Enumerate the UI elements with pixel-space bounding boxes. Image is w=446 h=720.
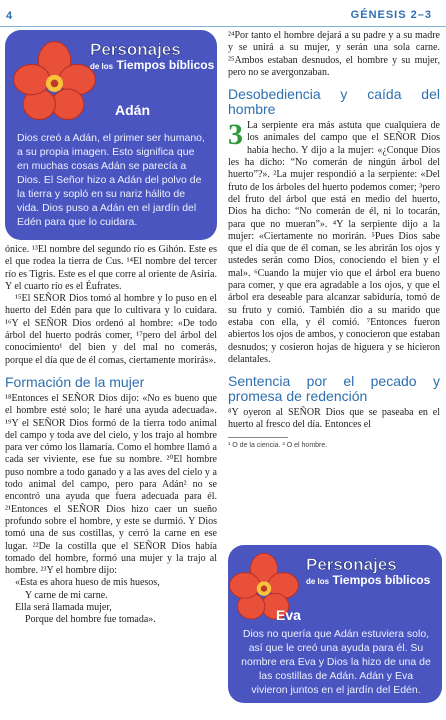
- logo-subtitle: Tiempos bíblicos: [332, 573, 431, 587]
- character-description: Dios no quería que Adán estuviera solo, así que le creó una ayuda para él. Su nombre era Eva y Dios la hizo de una de las costillas de Adán. Adán y Eva vivieron juntos en el jardín del Edén.: [241, 628, 431, 696]
- logo-title: Personajes: [90, 40, 181, 59]
- logo-subtitle: Tiempos bíblicos: [116, 58, 215, 72]
- series-logo: [90, 40, 214, 72]
- character-panel-adan: [5, 30, 217, 240]
- section-heading: Sentencia por el pecado y promesa de redención: [228, 373, 440, 405]
- left-column: [5, 244, 217, 627]
- running-head: GÉNESIS 2–3: [350, 9, 432, 21]
- paragraph: ónice. ¹³El nombre del segundo río es Gihón. Este es el que rodea la tierra de Cus. ¹⁴El nombre del tercer río es Tigris. Este es el que corre al oriente de Asiria. Y el cuarto río es el Éufrates.: [5, 244, 217, 292]
- poem: [5, 577, 217, 626]
- paragraph: [228, 120, 440, 366]
- paragraph: ²⁴Por tanto el hombre dejará a su padre y a su madre y se unirá a su mujer, y serán una sola carne. ²⁵Ambos estaban desnudos, el hombre y su mujer, pero no se avergonzaban.: [228, 30, 440, 78]
- paragraph: ¹⁵El SEÑOR Dios tomó al hombre y lo puso en el huerto del Edén para que lo cultivara y lo cuidara. ¹⁶Y el SEÑOR Dios ordenó al hombre: «De todo árbol del huerto podrás comer, ¹⁷pero del árbol del conocimiento¹ del bien y del mal no comerás, porque el día que de él comas, ciertamente morirás».: [5, 293, 217, 366]
- poem-line: «Esta es ahora hueso de mis huesos,: [15, 577, 160, 589]
- series-logo: [306, 555, 430, 587]
- logo-prefix: de los: [306, 577, 330, 586]
- character-name: Adán: [115, 102, 150, 118]
- logo-title: Personajes: [306, 555, 397, 574]
- character-description: Dios creó a Adán, el primer ser humano, a su propia imagen. Esto significa que en muchas cosas Adán se parecía a Dios. El Señor hizo a Adán del polvo de la tierra y sopló en su nariz hálito de vida. Dios puso a Adán en el jardín del Edén para que lo cuidara.: [17, 132, 205, 228]
- poem-line: Ella será llamada mujer,: [15, 602, 112, 614]
- paragraph: ⁸Y oyeron al SEÑOR Dios que se paseaba en el huerto al fresco del día. Entonces el: [228, 407, 440, 431]
- character-name: Eva: [276, 607, 301, 623]
- poem-line: Y carne de mi carne.: [25, 589, 108, 601]
- header-rule: [0, 26, 446, 27]
- paragraph-text: La serpiente era más astuta que cualquiera de los animales del campo que el SEÑOR Dios había hecho. Y dijo a la mujer: «¿Conque Dios les ha dicho: “No comerán de ningún árbol del huerto”?». ²La mujer respondió a la serpiente: «Del fruto de los árboles del huerto podemos comer; ³pero del fruto del árbol que está en medio del huerto, Dios ha dicho: “No comerán de él, ni lo tocarán, para que no mueran”». ⁴Y la serpiente dijo a la mujer: «Ciertamente no morirán. ⁵Pues Dios sabe que el día que de él coman, se les abrirán los ojos y ustedes serán como Dios, conociendo el bien y el mal». ⁶Cuando la mujer vio que el árbol era bueno para comer, y que era agradable a los ojos, y que el árbol era deseable para alcanzar sabiduría, tomó de su fruto y comió. También dio a su marido que estaba con ella, y él comió. ⁷Entonces fueron abiertos los ojos de ambos, y conocieron que estaban desnudos; y cosieron hojas de higuera y se hicieron delantales.: [228, 120, 440, 365]
- chapter-number: 3: [228, 118, 243, 152]
- page-number: 4: [6, 10, 13, 22]
- hibiscus-flower-icon: [7, 34, 102, 129]
- logo-prefix: de los: [90, 62, 114, 71]
- poem-line: Porque del hombre fue tomada».: [25, 614, 156, 626]
- footnote-rule: [228, 437, 288, 438]
- footnotes: ¹ O de la ciencia. ² O el hombre.: [228, 441, 328, 449]
- paragraph: ¹⁸Entonces el SEÑOR Dios dijo: «No es bueno que el hombre esté solo; le haré una ayuda adecuada». ¹⁹Y el SEÑOR Dios formó de la tierra todo animal del campo y toda ave del cielo, y los trajo al hombre para ver cómo los llamaría. Como el hombre llamó a cada ser viviente, ese fue su nombre. ²⁰El hombre puso nombre a todo ganado y a las aves del cielo y a todo animal del campo, pero para Adán² no se encontró una ayuda que fuera adecuada para él. ²¹Entonces el SEÑOR Dios hizo caer un sueño profundo sobre el hombre, y este se durmió. Y Dios tomó una de sus costillas, y cerró la carne en ese lugar. ²²De la costilla que el SEÑOR Dios había tomado del hombre, formó una mujer y la trajo al hombre. ²³Y el hombre dijo:: [5, 392, 217, 577]
- right-column: [228, 30, 440, 449]
- character-panel-eva: [228, 545, 442, 703]
- section-heading: Formación de la mujer: [5, 373, 145, 390]
- section-heading: Desobediencia y caída del hombre: [228, 86, 440, 118]
